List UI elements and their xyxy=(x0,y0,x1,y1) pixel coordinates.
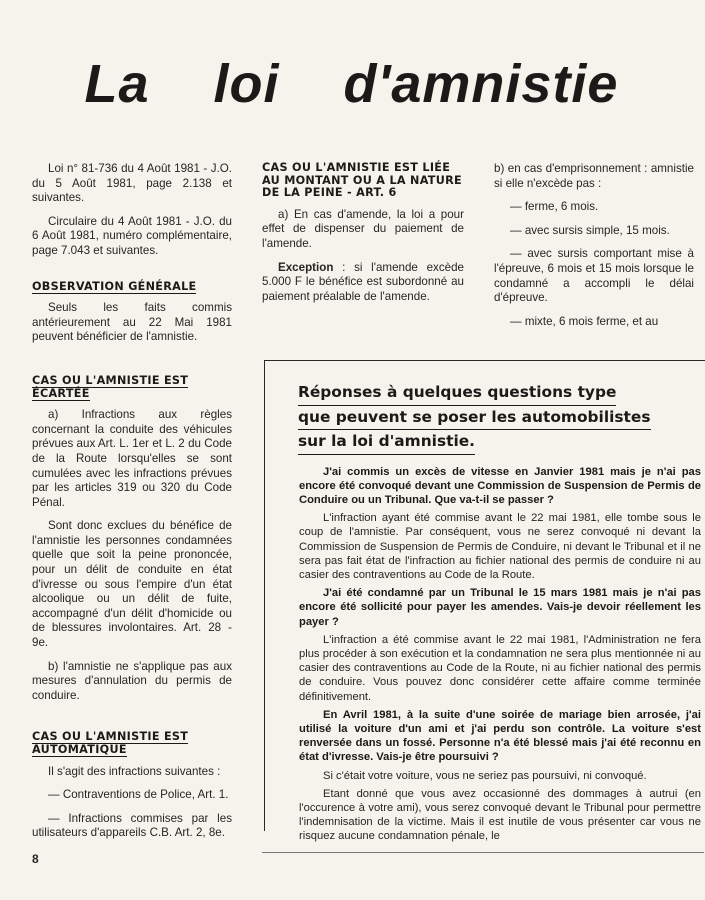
question-3: En Avril 1981, à la suite d'une soirée de mariage bien arrosée, j'ai utilisé la voiture d'un ami et j'ai perdu son contrôle. La voiture s'est renversée dans un fossé. Personne n'a été blessé mais j'ai été reconnu en état d'ivresse. Vais-je être poursuivi ? xyxy=(299,708,701,764)
answer-1: L'infraction ayant été commise avant le 22 mai 1981, elle tombe sous le coup de l'amnistie. Par conséquent, vous ne serez convoqué ni devant la Commission de Suspension de Permis de Conduire, ni devant le Tribunal et il ne sera pas fait état de l'infraction au fichier national des permis de conduire ni au casier des contraventions au Code de la Route. xyxy=(299,512,701,581)
penalty-para-a: a) En cas d'amende, la loi a pour effet de dispenser du paiement de l'amende. xyxy=(262,207,464,250)
excluded-para-b: b) l'amnistie ne s'applique pas aux mesures d'annulation du permis de conduire. xyxy=(32,659,232,702)
footer-rule xyxy=(262,852,704,853)
observation-text: Seuls les faits commis antérieurement au 22 Mai 1981 peuvent bénéficier de l'amnistie. xyxy=(32,301,232,344)
section-heading-penalty: CAS OU L'AMNISTIE EST LIÉE AU MONTANT OU A LA NATURE DE LA PEINE - ART. 6 xyxy=(262,161,462,200)
column-middle xyxy=(262,162,464,313)
answer-2: L'infraction a été commise avant le 22 mai 1981, l'Administration ne fera plus procéder à son exécution et la condamnation ne sera plus mentionnée ni au casier des contraventions au Code de la Route, ni au fichier national des permis de conduire. Vous pouvez donc considérer cette affaire comme terminée définitivement. xyxy=(299,633,701,703)
section-heading-automatic: CAS OU L'AMNISTIE EST AUTOMATIQUE xyxy=(32,730,189,756)
column-right xyxy=(494,162,694,338)
exception-text: : si l'amende excède 5.000 F le bénéfice est subordonné au paiement préalable de l'amende. xyxy=(262,260,464,303)
question-1: J'ai commis un excès de vitesse en Janvier 1981 mais je n'ai pas encore été convoqué devant une Commission de Suspension de Permis de Conduire ou un Tribunal. Que va-t-il se passer ? xyxy=(299,465,701,506)
answer-3a: Si c'était votre voiture, vous ne seriez pas poursuivi, ni convoqué. xyxy=(323,769,647,782)
qa-title-line: que peuvent se poser les automobilistes xyxy=(298,406,651,431)
prison-item-firm: — ferme, 6 mois. xyxy=(510,200,599,214)
question-2: J'ai été condamné par un Tribunal le 15 mars 1981 mais je n'ai pas encore été sollicité pour payer les amendes. Vais-je devoir réellement les payer ? xyxy=(299,587,701,628)
qa-box-title xyxy=(298,381,688,455)
section-heading-excluded: CAS OU L'AMNISTIE EST ÉCARTÉE xyxy=(32,373,189,400)
column-left xyxy=(32,162,232,850)
qa-box xyxy=(264,360,705,843)
excluded-para-a: a) Infractions aux règles concernant la conduite des véhicules prévues aux Art. L. 1er et L. 2 du Code de la Route lorsqu'elles se sont cumulées avec les infractions prévues par les articles 319 ou 320 du Code Pénal. xyxy=(32,408,232,509)
prison-item-mixed: — mixte, 6 mois ferme, et au xyxy=(510,314,659,328)
answer-3b: Etant donné que vous avez occasionné des dommages à autrui (en l'occurence à votre ami), vous serez convoqué devant le Tribunal pour permettre l'indemnisation de la victime. Mais il est inutile de vous présenter car vous ne risquez aucune condamnation pénale, le xyxy=(299,787,701,843)
automatic-item-police: — Contraventions de Police, Art. 1. xyxy=(48,788,229,802)
automatic-item-cb: — Infractions commises par les utilisateurs d'appareils C.B. Art. 2, 8e. xyxy=(32,811,232,840)
section-heading-observation: OBSERVATION GÉNÉRALE xyxy=(32,279,197,293)
qa-title-line: sur la loi d'amnistie. xyxy=(298,430,475,455)
penalty-exception xyxy=(262,261,464,305)
excluded-para-consequence: Sont donc exclues du bénéfice de l'amnistie les personnes condamnées quelle que soit la peine prononcée, pour un délit de conduite en état d'ivresse ou sous l'empire d'un état alcoolique ou un délit de fuite, accompagné d'un délit d'homicide ou de blessures involontaires. Art. 28 - 9e. xyxy=(32,519,232,650)
qa-box-body xyxy=(299,465,701,844)
page-number: 8 xyxy=(32,852,39,866)
circular-reference: Circulaire du 4 Août 1981 - J.O. du 6 Août 1981, numéro complémentaire, page 7.043 et suivantes. xyxy=(32,214,232,257)
prison-item-probation: — avec sursis comportant mise à l'épreuve, 6 mois et 15 mois lorsque le condamné a accompli le délai d'épreuve. xyxy=(494,247,694,305)
exception-label: Exception xyxy=(278,260,334,274)
law-reference: Loi n° 81-736 du 4 Août 1981 - J.O. du 5 Août 1981, page 2.138 et suivantes. xyxy=(32,162,232,205)
automatic-intro: Il s'agit des infractions suivantes : xyxy=(48,764,221,778)
prison-item-simple-sursis: — avec sursis simple, 15 mois. xyxy=(510,223,670,237)
prison-para-b: b) en cas d'emprisonnement : amnistie si elle n'excède pas : xyxy=(494,162,694,190)
qa-title-line: Réponses à quelques questions type xyxy=(298,381,616,406)
page-title: La loi d'amnistie xyxy=(84,54,619,114)
